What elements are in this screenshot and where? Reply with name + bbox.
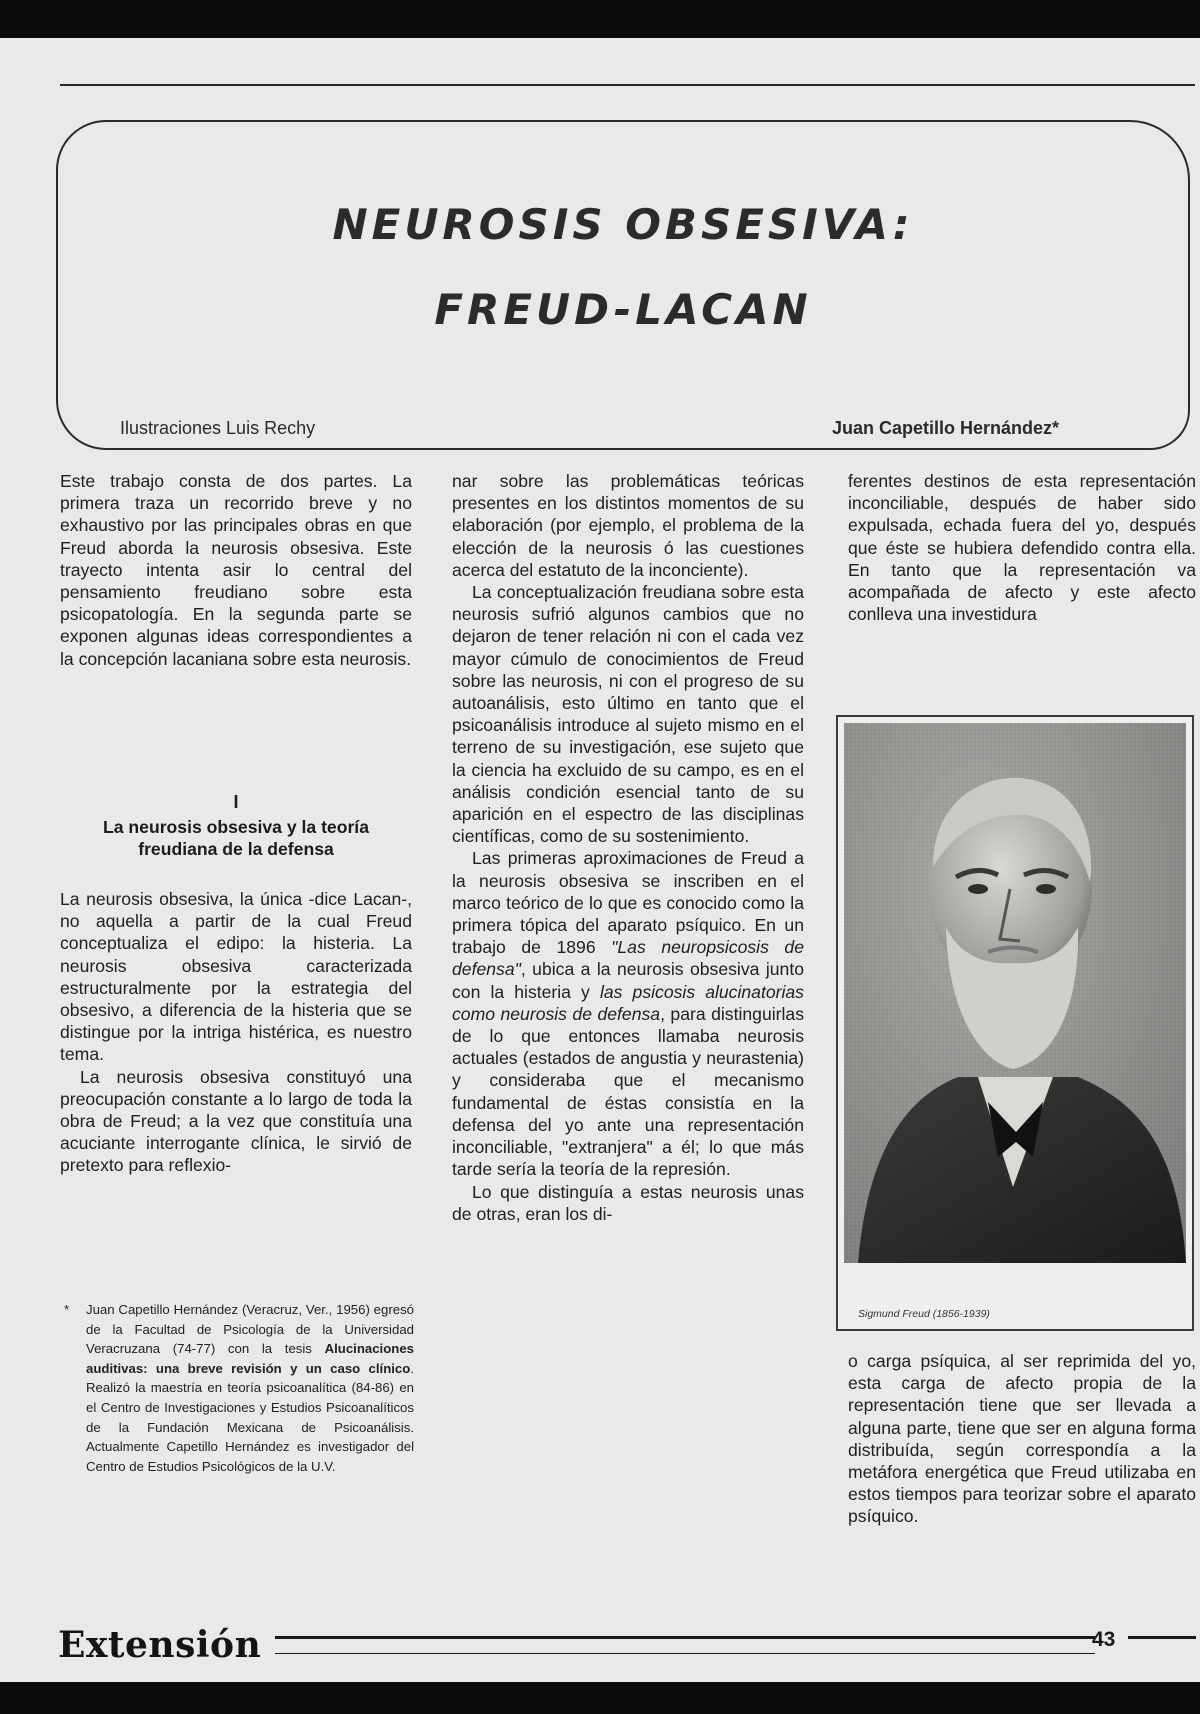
text-run: , para distinguirlas de lo que entonces llamaba neurosis actuales (estados de angustia y neurastenia) y consideraba que el mecanismo fundamental de éstas consistía en la defensa del yo ante una representación inconciliable, "extranjera" a él; lo que más tarde sería la teoría de la represión. bbox=[452, 1003, 804, 1180]
body-paragraph: La neurosis obsesiva constituyó una preocupación constante a lo largo de toda la obra de Freud; a la vez que constituía una acuciante interrogante clínica, le sirvió de pretexto para reflexio- bbox=[60, 1066, 412, 1176]
footer-rule-right bbox=[1128, 1636, 1196, 1639]
body-paragraph: ferentes destinos de esta representación inconciliable, después de haber sido expulsada, echada fuera del yo, después que éste se hubiera defendido contra ella. En tanto que la representación va acompañada de afecto y este afecto conlleva una investidura bbox=[848, 471, 1196, 625]
intro-paragraph: Este trabajo consta de dos partes. La primera traza un recorrido breve y no exhaustivo por las principales obras en que Freud aborda la neurosis obsesiva. Este trayecto intenta asir lo central del pensamiento freudiano sobre esta psicopatología. En la segunda parte se exponen algunas ideas correspondientes a la concepción lacaniana sobre esta neurosis. bbox=[60, 471, 412, 669]
article-title-line2: FREUD-LACAN bbox=[434, 285, 812, 334]
body-paragraph: nar sobre las problemáticas teóricas presentes en los distintos momentos de su elaboración (por ejemplo, el problema de la elección de la neurosis ó las cuestiones acerca del estatuto de la inconciente). bbox=[452, 471, 804, 580]
body-paragraph: o carga psíquica, al ser reprimida del yo, esta carga de afecto propia de la representación tiene que ser llevada a alguna parte, tiene que ser en alguna forma distribuída, según correspondía a la metáfora energética que Freud utilizaba en estos tiempos para teorizar sobre el aparato psíquico. bbox=[848, 1351, 1196, 1527]
body-paragraph: La neurosis obsesiva, la única -dice Lacan-, no aquella a partir de la cual Freud conceptualiza el edipo: la histeria. La neurosis obsesiva caracterizada estructuralmente por la estrategia del obsesivo, a diferencia de la histeria que se distingue por la intriga histérica, es nuestro tema. bbox=[60, 889, 412, 1065]
section-title-line1: La neurosis obsesiva y la teoría bbox=[103, 817, 369, 837]
section-title-line2: freudiana de la defensa bbox=[138, 839, 334, 859]
body-paragraph bbox=[452, 847, 804, 1180]
illustrations-credit: Ilustraciones Luis Rechy bbox=[120, 418, 316, 438]
page-number: 43 bbox=[1092, 1628, 1116, 1651]
footnote-mark: * bbox=[64, 1302, 70, 1317]
header-rule bbox=[60, 84, 1195, 86]
italic-work-title: "Las neuropsicosis de defensa" bbox=[452, 937, 805, 980]
photo-caption: Sigmund Freud (1856-1939) bbox=[858, 1308, 990, 1320]
author-byline: Juan Capetillo Hernández* bbox=[832, 418, 1060, 438]
magazine-masthead: Extensión bbox=[58, 1624, 262, 1666]
column-3-bottom bbox=[848, 1350, 1196, 1528]
text-run: , ubica a la neurosis obsesiva junto con la histeria y bbox=[452, 959, 804, 1002]
scan-border-top bbox=[0, 0, 1200, 38]
footnote-thesis-title: Alucinaciones auditivas: una breve revisión y un caso clínico bbox=[86, 1341, 414, 1376]
section-number: I bbox=[233, 792, 239, 812]
footer-rule-thin bbox=[275, 1653, 1095, 1654]
footnote-text-part2: . Realizó la maestría en teoría psicoanalítica (84-86) en el Centro de Investigaciones y Estudios Psicoanalíticos de la Fundación Mexicana de Psicoanálisis. Actualmente Capetillo Hernández es investigador del Centro de Estudios Psicológicos de la U.V. bbox=[86, 1360, 414, 1474]
column-3-top bbox=[848, 470, 1196, 625]
article-title-line1: NEUROSIS OBSESIVA: bbox=[332, 200, 914, 249]
section-title bbox=[60, 816, 412, 860]
column-1-body bbox=[60, 888, 412, 1177]
text-run: Las primeras aproximaciones de Freud a la neurosis obsesiva se inscriben en el marco teórico de lo que es conocido como la primera tópica del aparato psíquico. En un trabajo de 1896 bbox=[452, 848, 804, 958]
footnote-text-part1: Juan Capetillo Hernández (Veracruz, Ver., 1956) egresó de la Facultad de Psicología de la Universidad Veracruzana (74-77) con la tesis bbox=[86, 1302, 414, 1357]
body-paragraph: Lo que distinguía a estas neurosis unas de otras, eran los di- bbox=[452, 1181, 804, 1224]
freud-portrait bbox=[836, 715, 1194, 1331]
footnote-text bbox=[86, 1300, 414, 1476]
italic-phrase: las psicosis alucinatorias como neurosis de defensa bbox=[452, 981, 804, 1024]
body-paragraph: La conceptualización freudiana sobre esta neurosis sufrió algunos cambios que no dejaron de tener relación ni con el cada vez mayor cúmulo de conocimientos de Freud sobre las neurosis, ni con el progreso de su autoanálisis, esto último en tanto que el psicoanálisis introduce al sujeto mismo en el terreno de su investigación, ese sujeto que la ciencia ha excluido de su campo, es en el análisis condición esencial tanto de su aparición en el espectro de las disciplinas científicas, como de su sostenimiento. bbox=[452, 582, 804, 847]
column-1-intro bbox=[60, 470, 412, 670]
footer-rule bbox=[275, 1636, 1095, 1639]
column-2 bbox=[452, 470, 804, 1225]
freud-portrait-illustration bbox=[838, 717, 1192, 1329]
scan-border-bottom bbox=[0, 1682, 1200, 1714]
author-footnote bbox=[64, 1300, 414, 1476]
